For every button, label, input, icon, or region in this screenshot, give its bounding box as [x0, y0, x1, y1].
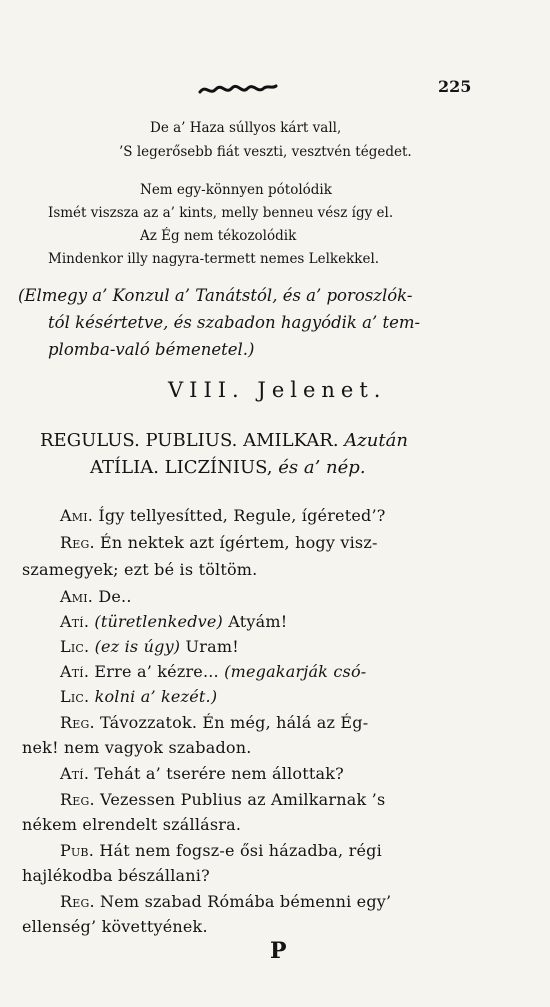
dialogue-line: [60, 790, 385, 809]
signature-mark: P: [270, 938, 287, 964]
speaker-name: Atí.: [60, 612, 90, 631]
speaker-name: Reg.: [60, 892, 95, 911]
speaker-name: Lic.: [60, 687, 90, 706]
verse-line: ’S legerősebb fiát veszti, vesztvén tégedet.: [119, 144, 412, 160]
dialogue-text: Hát nem fogsz-e ősi házadba, régi: [99, 841, 382, 860]
dialogue-text: Így tellyesítted, Regule, ígéreted’?: [98, 506, 386, 525]
dialogue-text: nek! nem vagyok szabadon.: [22, 738, 252, 757]
dialogue-text: Én nektek azt ígértem, hogy visz-: [100, 533, 378, 552]
dialogue-text: Vezessen Publius az Amilkarnak ’s: [100, 790, 386, 809]
speaker-name: Ami.: [60, 587, 94, 606]
speaker-name: Pub.: [60, 841, 95, 860]
dialogue-line: [22, 917, 208, 936]
dialogue-text: Nem szabad Rómába bémenni egy’: [100, 892, 392, 911]
dialogue-text: Távozzatok. Én még, hálá az Ég-: [100, 713, 369, 732]
verse-line: Ismét viszsza az a’ kints, melly benneu vész így el.: [48, 205, 394, 221]
verse-line: Mindenkor illy nagyra-termett nemes Lelkekkel.: [48, 251, 380, 267]
dialogue-line: [60, 713, 368, 732]
dialogue-line: [60, 533, 378, 552]
verse-line: Nem egy-könnyen pótolódik: [140, 182, 332, 198]
dialogue-line: [60, 587, 132, 606]
dialogue-line: [60, 612, 287, 631]
stage-note: (megakarják csó-: [224, 662, 367, 681]
speaker-name: Lic.: [60, 637, 90, 656]
cast-names: ATÍLIA. LICZÍNIUS,: [90, 457, 273, 478]
page-number: 225: [438, 77, 472, 96]
dialogue-text: hajlékodba bészállani?: [22, 866, 210, 885]
dialogue-text: szamegyek; ezt bé is töltöm.: [22, 560, 258, 579]
dialogue-text: Uram!: [185, 637, 239, 656]
dialogue-text: Erre a’ kézre...: [94, 662, 219, 681]
stage-direction-line: plomba-való bémenetel.): [48, 340, 255, 359]
dialogue-text: ellenség’ követtyének.: [22, 917, 208, 936]
dialogue-line: [60, 892, 391, 911]
cast-line: [40, 430, 408, 451]
dialogue-text: nékem elrendelt szállásra.: [22, 815, 242, 834]
flourish-ornament-icon: [198, 80, 278, 98]
stage-note: (türetlenkedve): [94, 612, 223, 631]
verse-line: De a’ Haza súllyos kárt vall,: [150, 120, 342, 136]
dialogue-text: Tehát a’ tserére nem állottak?: [94, 764, 344, 783]
cast-note: Azután: [344, 430, 408, 451]
stage-note: kolni a’ kezét.): [94, 687, 218, 706]
dialogue-line: [22, 560, 257, 579]
speaker-name: Reg.: [60, 713, 95, 732]
speaker-name: Ami.: [60, 506, 94, 525]
verse-line: Az Ég nem tékozolódik: [140, 228, 297, 244]
speaker-name: Reg.: [60, 790, 95, 809]
dialogue-line: [22, 815, 241, 834]
dialogue-line: [22, 738, 252, 757]
cast-names: REGULUS. PUBLIUS. AMILKAR.: [40, 430, 339, 451]
dialogue-text: Atyám!: [228, 612, 288, 631]
dialogue-line: [60, 841, 382, 860]
dialogue-line: [60, 764, 344, 783]
stage-note: (ez is úgy): [94, 637, 181, 656]
dialogue-line: [60, 662, 366, 681]
stage-direction-line: tól késértetve, és szabadon hagyódik a’ tem-: [48, 313, 421, 332]
cast-line: [90, 457, 366, 478]
speaker-name: Atí.: [60, 764, 90, 783]
speaker-name: Reg.: [60, 533, 95, 552]
dialogue-text: De..: [98, 587, 132, 606]
dialogue-line: [22, 866, 210, 885]
stage-direction-line: (Elmegy a’ Konzul a’ Tanátstól, és a’ poroszlók-: [18, 286, 413, 305]
speaker-name: Atí.: [60, 662, 90, 681]
cast-note: és a’ nép.: [278, 457, 366, 478]
dialogue-line: [60, 637, 239, 656]
dialogue-line: [60, 506, 386, 525]
dialogue-line: [60, 687, 217, 706]
scene-heading: VIII. Jelenet.: [168, 378, 387, 402]
